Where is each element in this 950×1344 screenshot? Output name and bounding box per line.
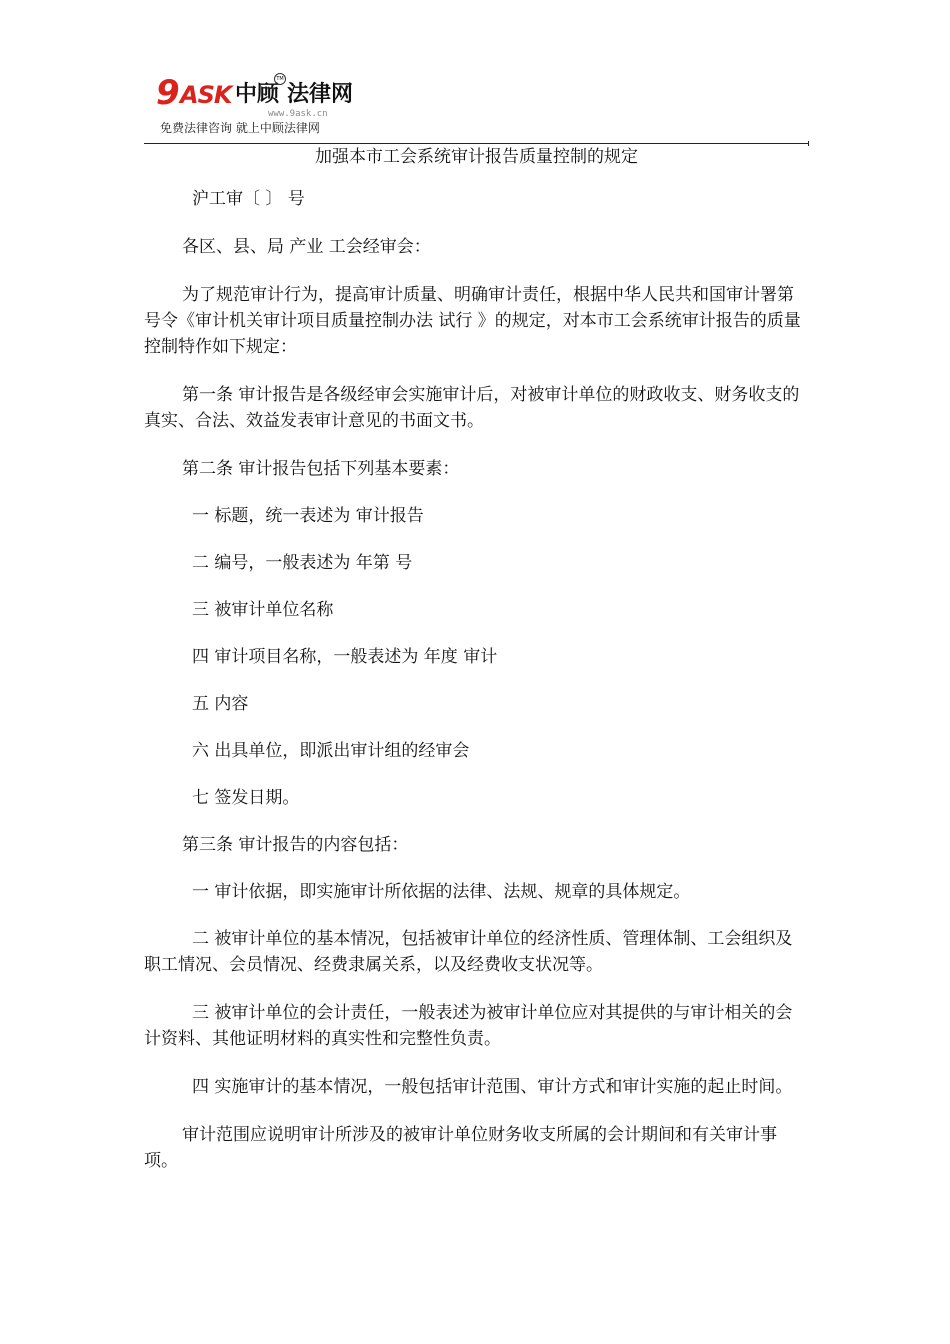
article-3: 第三条 审计报告的内容包括： [182,835,409,855]
trademark-icon: TM [274,73,286,85]
preamble-paragraph: 为了规范审计行为，提高审计质量、明确审计责任，根据中华人民共和国审计署第 号令《审计机关审计项目质量控制办法 试行 》的规定，对本市工会系统审计报告的质量控制特作如下规定： [144,285,801,357]
site-slogan: 免费法律咨询 就上中顾法律网 [160,121,320,135]
site-logo[interactable] [148,72,368,119]
header-divider [144,143,809,144]
article-2: 第二条 审计报告包括下列基本要素： [182,459,460,479]
content-item-4: 四 实施审计的基本情况，一般包括审计范围、审计方式和审计实施的起止时间。 [192,1077,793,1097]
site-header [148,72,368,138]
element-item-7: 七 签发日期。 [192,788,300,808]
logo-nine: 9 [156,73,180,113]
logo-chinese-name: 中顾 [235,82,280,107]
logo-law-net: 法律网 [287,82,354,107]
element-item-4: 四 审计项目名称，一般表述为 年度 审计 [192,647,498,667]
element-item-6: 六 出具单位，即派出审计组的经审会 [192,741,470,761]
content-item-2: 二 被审计单位的基本情况，包括被审计单位的经济性质、管理体制、工会组织及职工情况、会员情况、经费隶属关系，以及经费收支状况等。 [144,929,793,975]
document-number: 沪工审〔 〕 号 [192,189,305,209]
content-item-1: 一 审计依据，即实施审计所依据的法律、法规、规章的具体规定。 [192,882,691,902]
element-item-1: 一 标题，统一表述为 审计报告 [192,506,424,526]
logo-url: www.9ask.cn [268,109,328,119]
addressee: 各区、县、局 产业 工会经审会： [182,237,431,257]
element-item-3: 三 被审计单位名称 [192,600,334,620]
document-body [144,186,809,1174]
element-item-2: 二 编号，一般表述为 年第 号 [192,553,413,573]
article-1: 第一条 审计报告是各级经审会实施审计后，对被审计单位的财政收支、财务收支的真实、合法、效益发表审计意见的书面文书。 [144,385,800,431]
logo-ask: ASK [180,81,232,109]
document-title: 加强本市工会系统审计报告质量控制的规定 [315,147,638,167]
audit-scope-note: 审计范围应说明审计所涉及的被审计单位财务收支所属的会计期间和有关审计事项。 [144,1125,777,1171]
header-divider-tick [808,141,809,146]
element-item-5: 五 内容 [192,694,249,714]
content-item-3: 三 被审计单位的会计责任，一般表述为被审计单位应对其提供的与审计相关的会计资料、其他证明材料的真实性和完整性负责。 [144,1003,793,1049]
